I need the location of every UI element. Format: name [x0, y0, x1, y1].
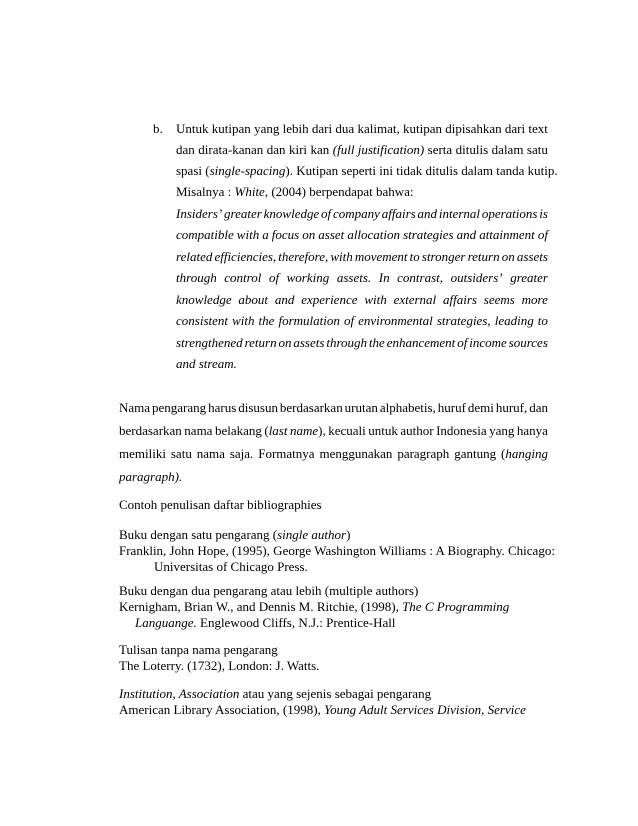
citation-title: Young Adult Services Division, Service: [324, 702, 526, 717]
word: Insiders’: [176, 206, 223, 221]
word: with: [330, 249, 353, 264]
word: strategies: [403, 227, 454, 242]
text: spasi (: [176, 163, 210, 178]
biblio-single-heading: [119, 527, 350, 543]
word: on: [302, 227, 316, 242]
word: dirata-kanan: [198, 142, 264, 157]
word: with: [232, 313, 255, 328]
citation-text: Kernigham, Brian W., and Dennis M. Ritchie, (1998),: [119, 599, 403, 614]
word: of: [268, 270, 280, 285]
word: [290, 423, 326, 439]
word: kecuali: [328, 423, 366, 438]
word: Formatnya: [258, 446, 315, 461]
word: on: [501, 249, 515, 264]
word: author: [400, 423, 434, 438]
word: operations: [481, 206, 538, 221]
word: dan: [176, 142, 195, 157]
word: external: [393, 292, 437, 307]
word: movement: [354, 249, 408, 264]
word: more: [521, 292, 548, 307]
word: return: [244, 335, 277, 350]
word: Indonesia: [436, 423, 487, 438]
word: dipisahkan: [445, 121, 502, 136]
word: on: [278, 335, 292, 350]
word: untuk: [368, 423, 398, 438]
word: nama: [196, 446, 225, 461]
para-line-1: [119, 400, 548, 416]
quote-line-4: [176, 270, 548, 286]
word: demi: [467, 400, 494, 415]
biblio-institution-line-1: [119, 702, 526, 718]
word: dari: [504, 121, 526, 136]
word: kalimat,: [357, 121, 400, 136]
word: huruf: [437, 400, 466, 415]
biblio-multi-line-2: [135, 615, 395, 631]
quote-line-6: [176, 313, 548, 329]
word-italic: hanging: [505, 446, 548, 461]
word: the: [368, 335, 385, 350]
word: berdasarkan: [279, 400, 343, 415]
word: of: [343, 313, 355, 328]
quote-line-2: [176, 227, 548, 243]
word: strengthened: [176, 335, 243, 350]
word: environmental: [358, 313, 433, 328]
word: alphabetis,: [379, 400, 436, 415]
word: paragraph: [397, 446, 450, 461]
biblio-noauthor-heading: Tulisan tanpa nama pengarang: [119, 642, 278, 657]
word: assets: [293, 335, 325, 350]
biblio-noauthor-line-1: The Loterry. (1732), London: J. Watts.: [119, 658, 320, 673]
word: through: [326, 335, 368, 350]
word: stronger: [421, 249, 466, 264]
word: formulation: [278, 313, 340, 328]
word: leading: [494, 313, 534, 328]
word: satu: [526, 142, 548, 157]
text: , (2004) berpendapat bahwa:: [264, 184, 414, 199]
word: and: [417, 206, 438, 221]
word: satu: [170, 446, 192, 461]
word: yang: [489, 423, 515, 438]
word: of: [457, 335, 468, 350]
quote-line-3: [176, 249, 548, 265]
word: dari: [311, 121, 333, 136]
word: seems: [483, 292, 515, 307]
word: kutipan: [403, 121, 442, 136]
word: huruf,: [495, 400, 528, 415]
word: attainment: [479, 227, 535, 242]
word: belakang: [214, 423, 262, 438]
word: knowledge: [176, 292, 232, 307]
word: to: [409, 249, 420, 264]
word: of: [537, 227, 548, 242]
word: internal: [438, 206, 480, 221]
para-line-2: [119, 423, 548, 439]
word: income: [469, 335, 507, 350]
word-italic: (full justification): [332, 142, 425, 157]
word: [264, 423, 287, 439]
heading-text: ): [346, 527, 351, 542]
word: contrast,: [397, 270, 444, 285]
item-b-line-3: [176, 163, 558, 179]
word: outsiders’: [450, 270, 503, 285]
word: with: [364, 292, 387, 307]
word: and: [274, 292, 295, 307]
word-italic: name: [289, 423, 319, 438]
word: urutan: [344, 400, 378, 415]
word: affairs: [442, 292, 477, 307]
punct: (: [501, 446, 506, 461]
word: memiliki: [119, 446, 166, 461]
para-line-4-text: paragraph).: [119, 469, 183, 484]
citation-text: Englewood Cliffs, N.J.: Prentice-Hall: [196, 615, 396, 630]
heading-text: atau yang sejenis sebagai pengarang: [239, 686, 432, 701]
list-marker: b.: [153, 121, 163, 136]
word: and: [456, 227, 477, 242]
word: consistent: [176, 313, 228, 328]
item-b-line-1: [176, 121, 548, 137]
citation-title: Languange.: [135, 615, 197, 630]
word: a: [262, 227, 269, 242]
quote-line-8: and stream.: [176, 356, 237, 371]
biblio-single-line-2: Universitas of Chicago Press.: [154, 559, 308, 574]
word: to: [537, 313, 548, 328]
punct: (: [264, 423, 269, 438]
word: kutipan: [211, 121, 251, 136]
word: asset: [318, 227, 345, 242]
word: of: [321, 206, 332, 221]
word: sources: [508, 335, 548, 350]
word: [501, 446, 548, 462]
word: dalam: [491, 142, 524, 157]
word: gantung: [454, 446, 497, 461]
word: related: [176, 249, 213, 264]
quote-line-5: [176, 292, 548, 308]
word: Untuk: [176, 121, 209, 136]
word: allocation: [347, 227, 401, 242]
text: Misalnya :: [176, 184, 235, 199]
word: affairs: [381, 206, 416, 221]
text-italic: single-spacing: [209, 163, 286, 178]
word: text: [528, 121, 548, 136]
word: control: [224, 270, 262, 285]
heading-italic: single author: [277, 527, 347, 542]
word: compatible: [176, 227, 234, 242]
word: efficiencies,: [214, 249, 277, 264]
quote-line-7: [176, 335, 548, 351]
word: company: [332, 206, 380, 221]
section-heading: Contoh penulisan daftar bibliographies: [119, 497, 322, 512]
biblio-single-line-1: Franklin, John Hope, (1995), George Washington Williams : A Biography. Chicago:: [119, 543, 555, 558]
word: yang: [254, 121, 280, 136]
word: is: [539, 206, 548, 221]
heading-text: Buku dengan satu pengarang (: [119, 527, 278, 542]
word: disusun: [238, 400, 278, 415]
item-b-line-4: [176, 184, 414, 200]
word: dua: [335, 121, 355, 136]
word: nama: [184, 423, 213, 438]
para-line-4: [119, 469, 182, 485]
word: assets: [516, 249, 548, 264]
biblio-multi-heading: Buku dengan dua pengarang atau lebih (multiple authors): [119, 583, 419, 598]
word: enhancement: [386, 335, 456, 350]
word-italic: last: [268, 423, 288, 438]
word: with: [236, 227, 260, 242]
word: experience: [301, 292, 358, 307]
word: ditulis: [455, 142, 489, 157]
word: therefore,: [278, 249, 329, 264]
word: hanya: [516, 423, 548, 438]
biblio-institution-heading: [119, 686, 431, 702]
biblio-multi-line-1: [119, 599, 509, 615]
punct: ),: [318, 423, 326, 438]
word: greater: [224, 206, 262, 221]
word: pengarang: [152, 400, 207, 415]
word: lebih: [282, 121, 309, 136]
word: the: [258, 313, 275, 328]
text-italic: White: [234, 184, 265, 199]
word: In: [378, 270, 390, 285]
word: strategies,: [436, 313, 491, 328]
word: saja.: [229, 446, 254, 461]
word: serta: [427, 142, 453, 157]
word: return: [467, 249, 500, 264]
para-line-3: [119, 446, 548, 462]
word: about: [238, 292, 269, 307]
word: dan: [529, 400, 548, 415]
citation-title: The C Programming: [402, 599, 510, 614]
word: berdasarkan: [119, 423, 182, 438]
word: focus: [271, 227, 300, 242]
word: kan: [310, 142, 330, 157]
word: greater: [510, 270, 548, 285]
word: knowledge: [263, 206, 320, 221]
word: dan: [266, 142, 286, 157]
word: working: [286, 270, 330, 285]
text: ). Kutipan seperti ini tidak ditulis dalam tanda kutip.: [285, 163, 558, 178]
word: assets.: [336, 270, 372, 285]
item-b-line-2: [176, 142, 548, 158]
quote-line-1: [176, 206, 548, 222]
word: harus: [208, 400, 237, 415]
heading-italic: Institution, Association: [119, 686, 240, 701]
citation-text: American Library Association, (1998),: [119, 702, 325, 717]
word: kiri: [288, 142, 308, 157]
word: menggunakan: [319, 446, 393, 461]
word: Nama: [119, 400, 151, 415]
word: through: [176, 270, 217, 285]
